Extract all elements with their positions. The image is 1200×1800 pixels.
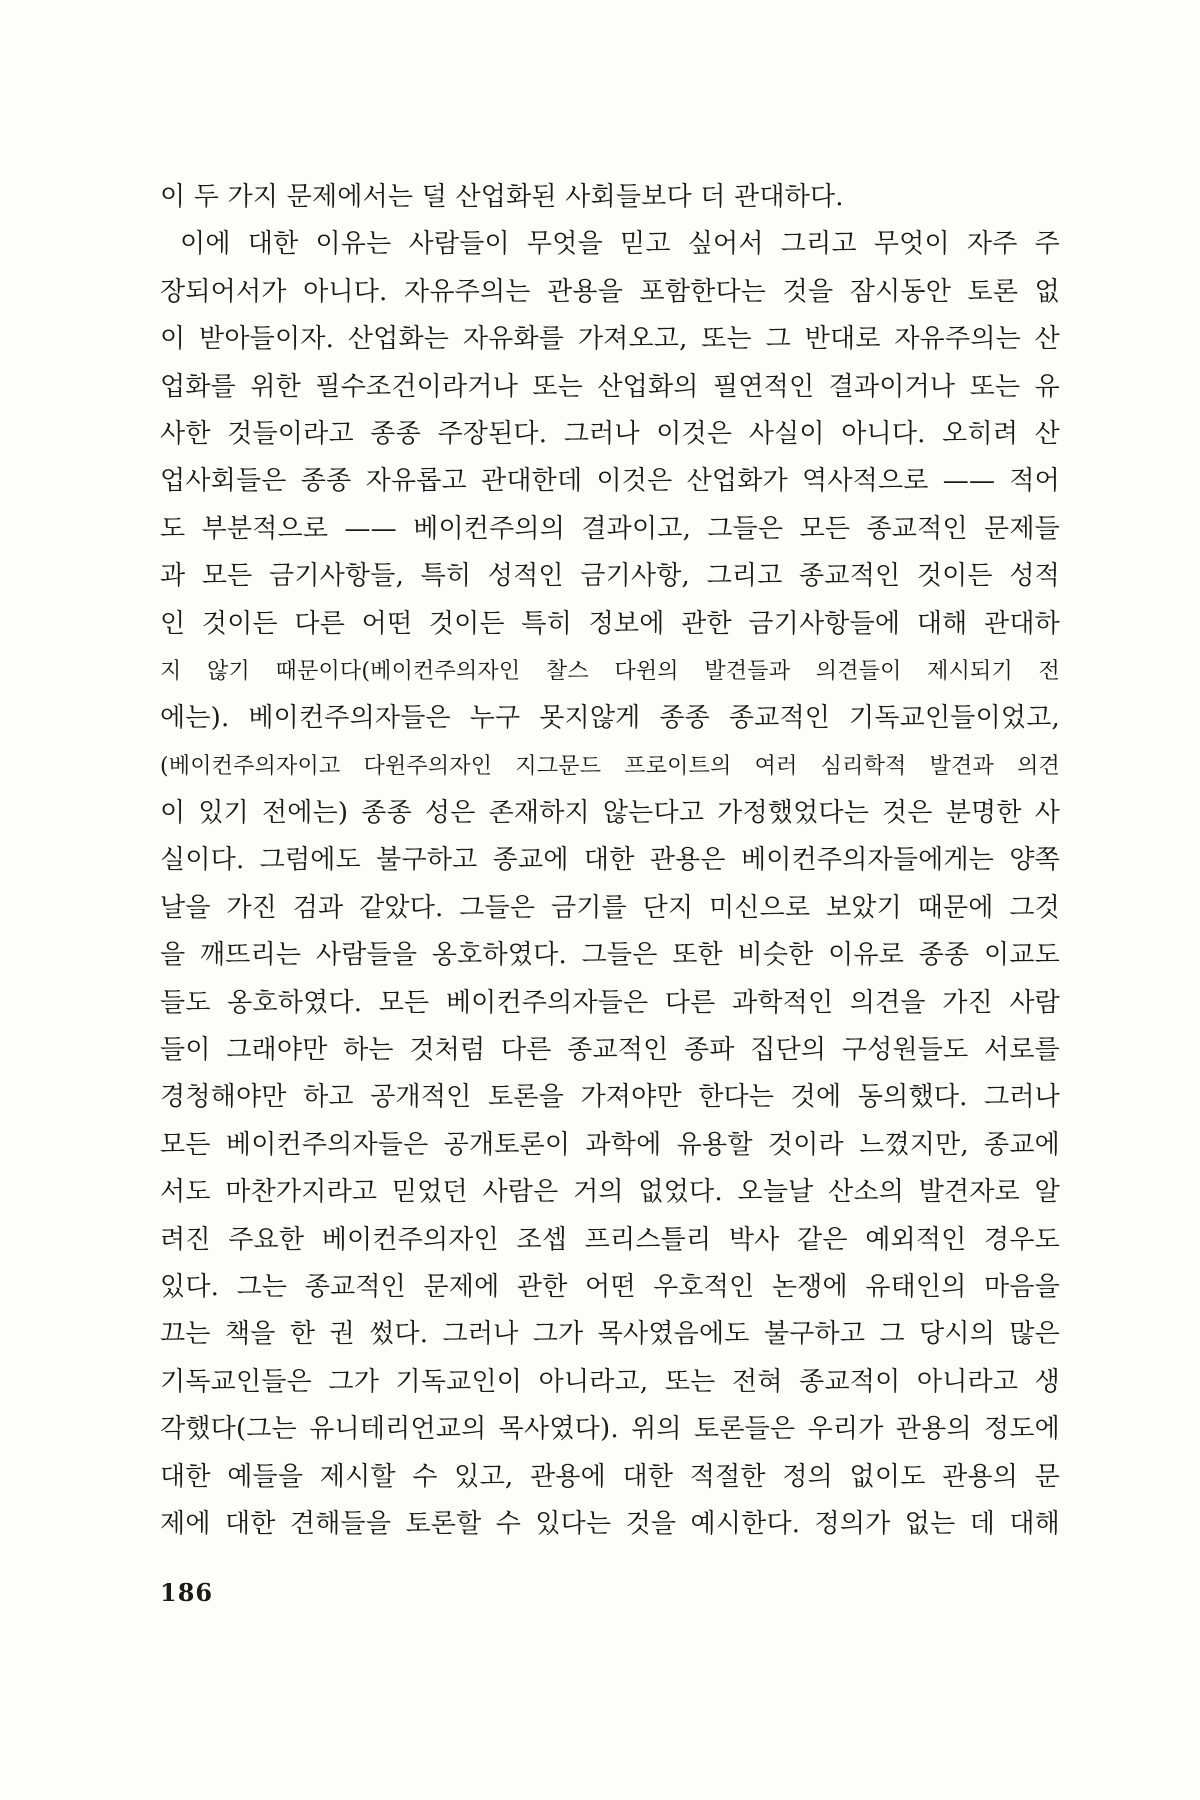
text-line: 날을 가진 검과 같았다. 그들은 금기를 단지 미신으로 보았기 때문에 그것 — [160, 892, 1060, 923]
text-line: 사한 것들이라고 종종 주장된다. 그러나 이것은 사실이 아니다. 오히려 산 — [160, 418, 1060, 449]
text-line: (베이컨주의자이고 다윈주의자인 지그문드 프로이트의 여러 심리학적 발견과 의견 — [160, 753, 1060, 779]
text-line: 들도 옹호하였다. 모든 베이컨주의자들은 다른 과학적인 의견을 가진 사람 — [160, 987, 1060, 1018]
text-line: 이 있기 전에는) 종종 성은 존재하지 않는다고 가정했었다는 것은 분명한 사 — [160, 798, 1060, 829]
text-line: 실이다. 그럼에도 불구하고 종교에 대한 관용은 베이컨주의자들에게는 양쪽 — [160, 845, 1060, 876]
text-line: 업화를 위한 필수조건이라거나 또는 산업화의 필연적인 결과이거나 또는 유 — [160, 371, 1060, 402]
text-line: 이 받아들이자. 산업화는 자유화를 가져오고, 또는 그 반대로 자유주의는 산 — [160, 324, 1060, 355]
text-line: 모든 베이컨주의자들은 공개토론이 과학에 유용할 것이라 느꼈지만, 종교에 — [160, 1129, 1060, 1160]
text-line: 들이 그래야만 하는 것처럼 다른 종교적인 종파 집단의 구성원들도 서로를 — [160, 1035, 1060, 1066]
text-line: 업사회들은 종종 자유롭고 관대한데 이것은 산업화가 역사적으로 —— 적어 — [160, 466, 1060, 497]
body-text — [160, 174, 1060, 1548]
text-line: 이에 대한 이유는 사람들이 무엇을 믿고 싶어서 그리고 무엇이 자주 주 — [180, 229, 1060, 260]
text-line: 이 두 가지 문제에서는 덜 산업화된 사회들보다 더 관대하다. — [160, 182, 844, 212]
text-line: 각했다(그는 유니테리언교의 목사였다). 위의 토론들은 우리가 관용의 정도에 — [160, 1414, 1060, 1445]
page-number: 186 — [160, 1578, 214, 1607]
text-line: 서도 마찬가지라고 믿었던 사람은 거의 없었다. 오늘날 산소의 발견자로 알 — [160, 1177, 1060, 1208]
text-line: 제에 대한 견해들을 토론할 수 있다는 것을 예시한다. 정의가 없는 데 대해 — [160, 1508, 1060, 1539]
text-line: 경청해야만 하고 공개적인 토론을 가져야만 한다는 것에 동의했다. 그러나 — [160, 1082, 1060, 1113]
text-line: 도 부분적으로 —— 베이컨주의의 결과이고, 그들은 모든 종교적인 문제들 — [160, 513, 1060, 544]
text-line: 대한 예들을 제시할 수 있고, 관용에 대한 적절한 정의 없이도 관용의 문 — [160, 1461, 1060, 1492]
text-line: 장되어서가 아니다. 자유주의는 관용을 포함한다는 것을 잠시동안 토론 없 — [160, 276, 1060, 307]
text-line: 지 않기 때문이다(베이컨주의자인 찰스 다윈의 발견들과 의견들이 제시되기 전 — [160, 658, 1060, 684]
text-line: 인 것이든 다른 어떤 것이든 특히 정보에 관한 금기사항들에 대해 관대하 — [160, 608, 1060, 639]
text-line: 과 모든 금기사항들, 특히 성적인 금기사항, 그리고 종교적인 것이든 성적 — [160, 561, 1060, 592]
text-line: 에는). 베이컨주의자들은 누구 못지않게 종종 종교적인 기독교인들이었고, — [160, 703, 1060, 734]
text-line: 려진 주요한 베이컨주의자인 조셉 프리스틀리 박사 같은 예외적인 경우도 — [160, 1224, 1060, 1255]
text-line: 끄는 책을 한 권 썼다. 그러나 그가 목사였음에도 불구하고 그 당시의 많은 — [160, 1319, 1060, 1350]
text-line: 기독교인들은 그가 기독교인이 아니라고, 또는 전혀 종교적이 아니라고 생 — [160, 1366, 1060, 1397]
text-line: 을 깨뜨리는 사람들을 옹호하였다. 그들은 또한 비슷한 이유로 종종 이교도 — [160, 940, 1060, 971]
text-line: 있다. 그는 종교적인 문제에 관한 어떤 우호적인 논쟁에 유태인의 마음을 — [160, 1271, 1060, 1302]
